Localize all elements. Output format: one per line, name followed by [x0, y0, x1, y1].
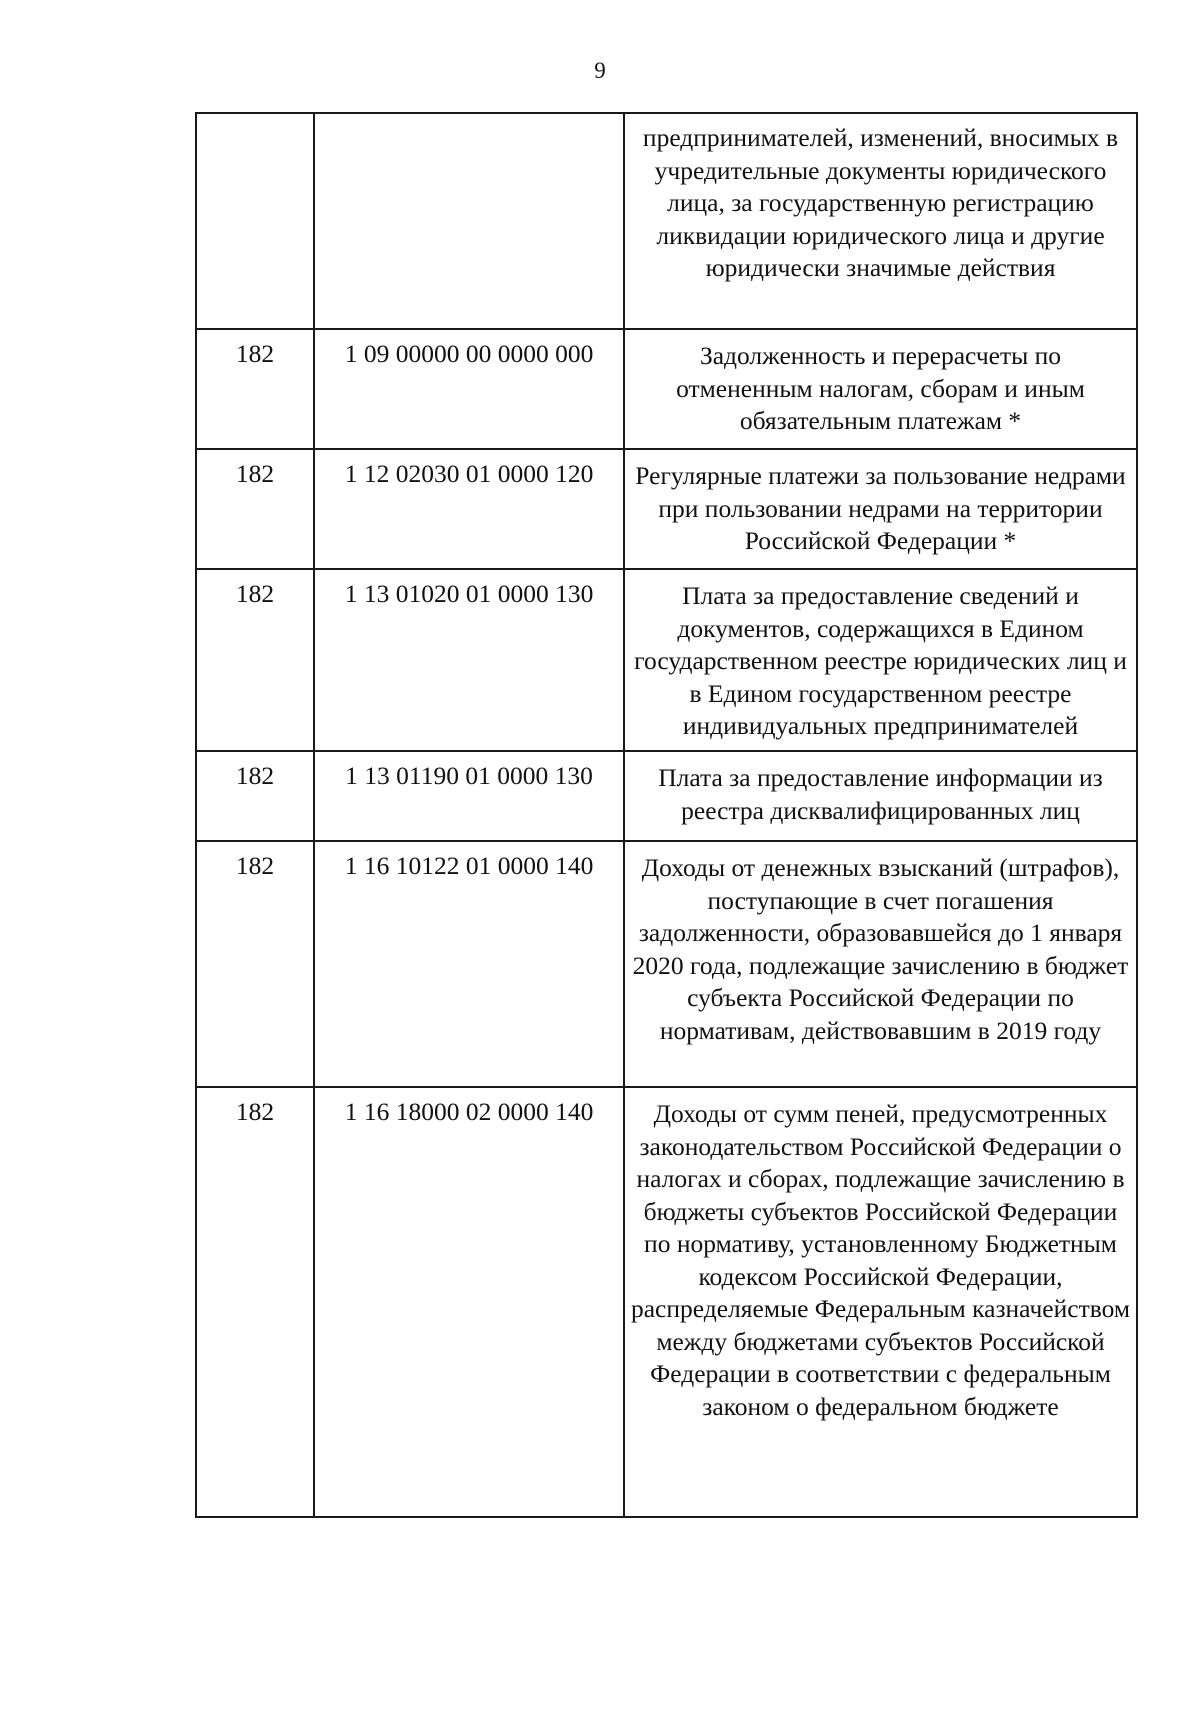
table-row [196, 449, 1137, 569]
table-row [196, 329, 1137, 449]
revenue-name-cell: Задолженность и перерасчеты по отмененным налогам, сборам и иным обязательным платежам * [624, 329, 1137, 449]
revenue-name-cell: Доходы от сумм пеней, предусмотренных законодательством Российской Федерации о налогах и сборах, подлежащие зачислению в бюджеты субъектов Российской Федерации по нормативу, установленному Бюджетным кодексом Российской Федерации, распределяемые Федеральным казначейством между бюджетами субъектов Российской Федерации в соответствии с федеральным законом о федеральном бюджете [624, 1087, 1137, 1517]
kbk-code-cell: 1 16 18000 02 0000 140 [314, 1087, 624, 1517]
admin-code-cell: 182 [196, 751, 314, 841]
table-row [196, 1087, 1137, 1517]
revenue-classification-table [195, 112, 1138, 1518]
page-number: 9 [594, 58, 606, 83]
revenue-name-cell: Доходы от денежных взысканий (штрафов), поступающие в счет погашения задолженности, образовавшейся до 1 января 2020 года, подлежащие зачислению в бюджет субъекта Российской Федерации по нормативам, действовавшим в 2019 году [624, 841, 1137, 1087]
table-row [196, 113, 1137, 329]
revenue-name-cell: Плата за предоставление сведений и документов, содержащихся в Едином государственном реестре юридических лиц и в Едином государственном реестре индивидуальных предпринимателей [624, 569, 1137, 751]
admin-code-cell [196, 113, 314, 329]
kbk-code-cell: 1 13 01020 01 0000 130 [314, 569, 624, 751]
admin-code-cell: 182 [196, 1087, 314, 1517]
kbk-code-cell: 1 16 10122 01 0000 140 [314, 841, 624, 1087]
kbk-code-cell: 1 09 00000 00 0000 000 [314, 329, 624, 449]
table-row [196, 841, 1137, 1087]
admin-code-cell: 182 [196, 449, 314, 569]
admin-code-cell: 182 [196, 841, 314, 1087]
admin-code-cell: 182 [196, 329, 314, 449]
revenue-name-cell: Регулярные платежи за пользование недрами при пользовании недрами на территории Российской Федерации * [624, 449, 1137, 569]
kbk-code-cell [314, 113, 624, 329]
kbk-code-cell: 1 13 01190 01 0000 130 [314, 751, 624, 841]
revenue-name-cell: Плата за предоставление информации из реестра дисквалифицированных лиц [624, 751, 1137, 841]
table-row [196, 569, 1137, 751]
table-row [196, 751, 1137, 841]
revenue-name-cell: предпринимателей, изменений, вносимых в учредительные документы юридического лица, за государственную регистрацию ликвидации юридического лица и другие юридически значимые действия [624, 113, 1137, 329]
admin-code-cell: 182 [196, 569, 314, 751]
kbk-code-cell: 1 12 02030 01 0000 120 [314, 449, 624, 569]
